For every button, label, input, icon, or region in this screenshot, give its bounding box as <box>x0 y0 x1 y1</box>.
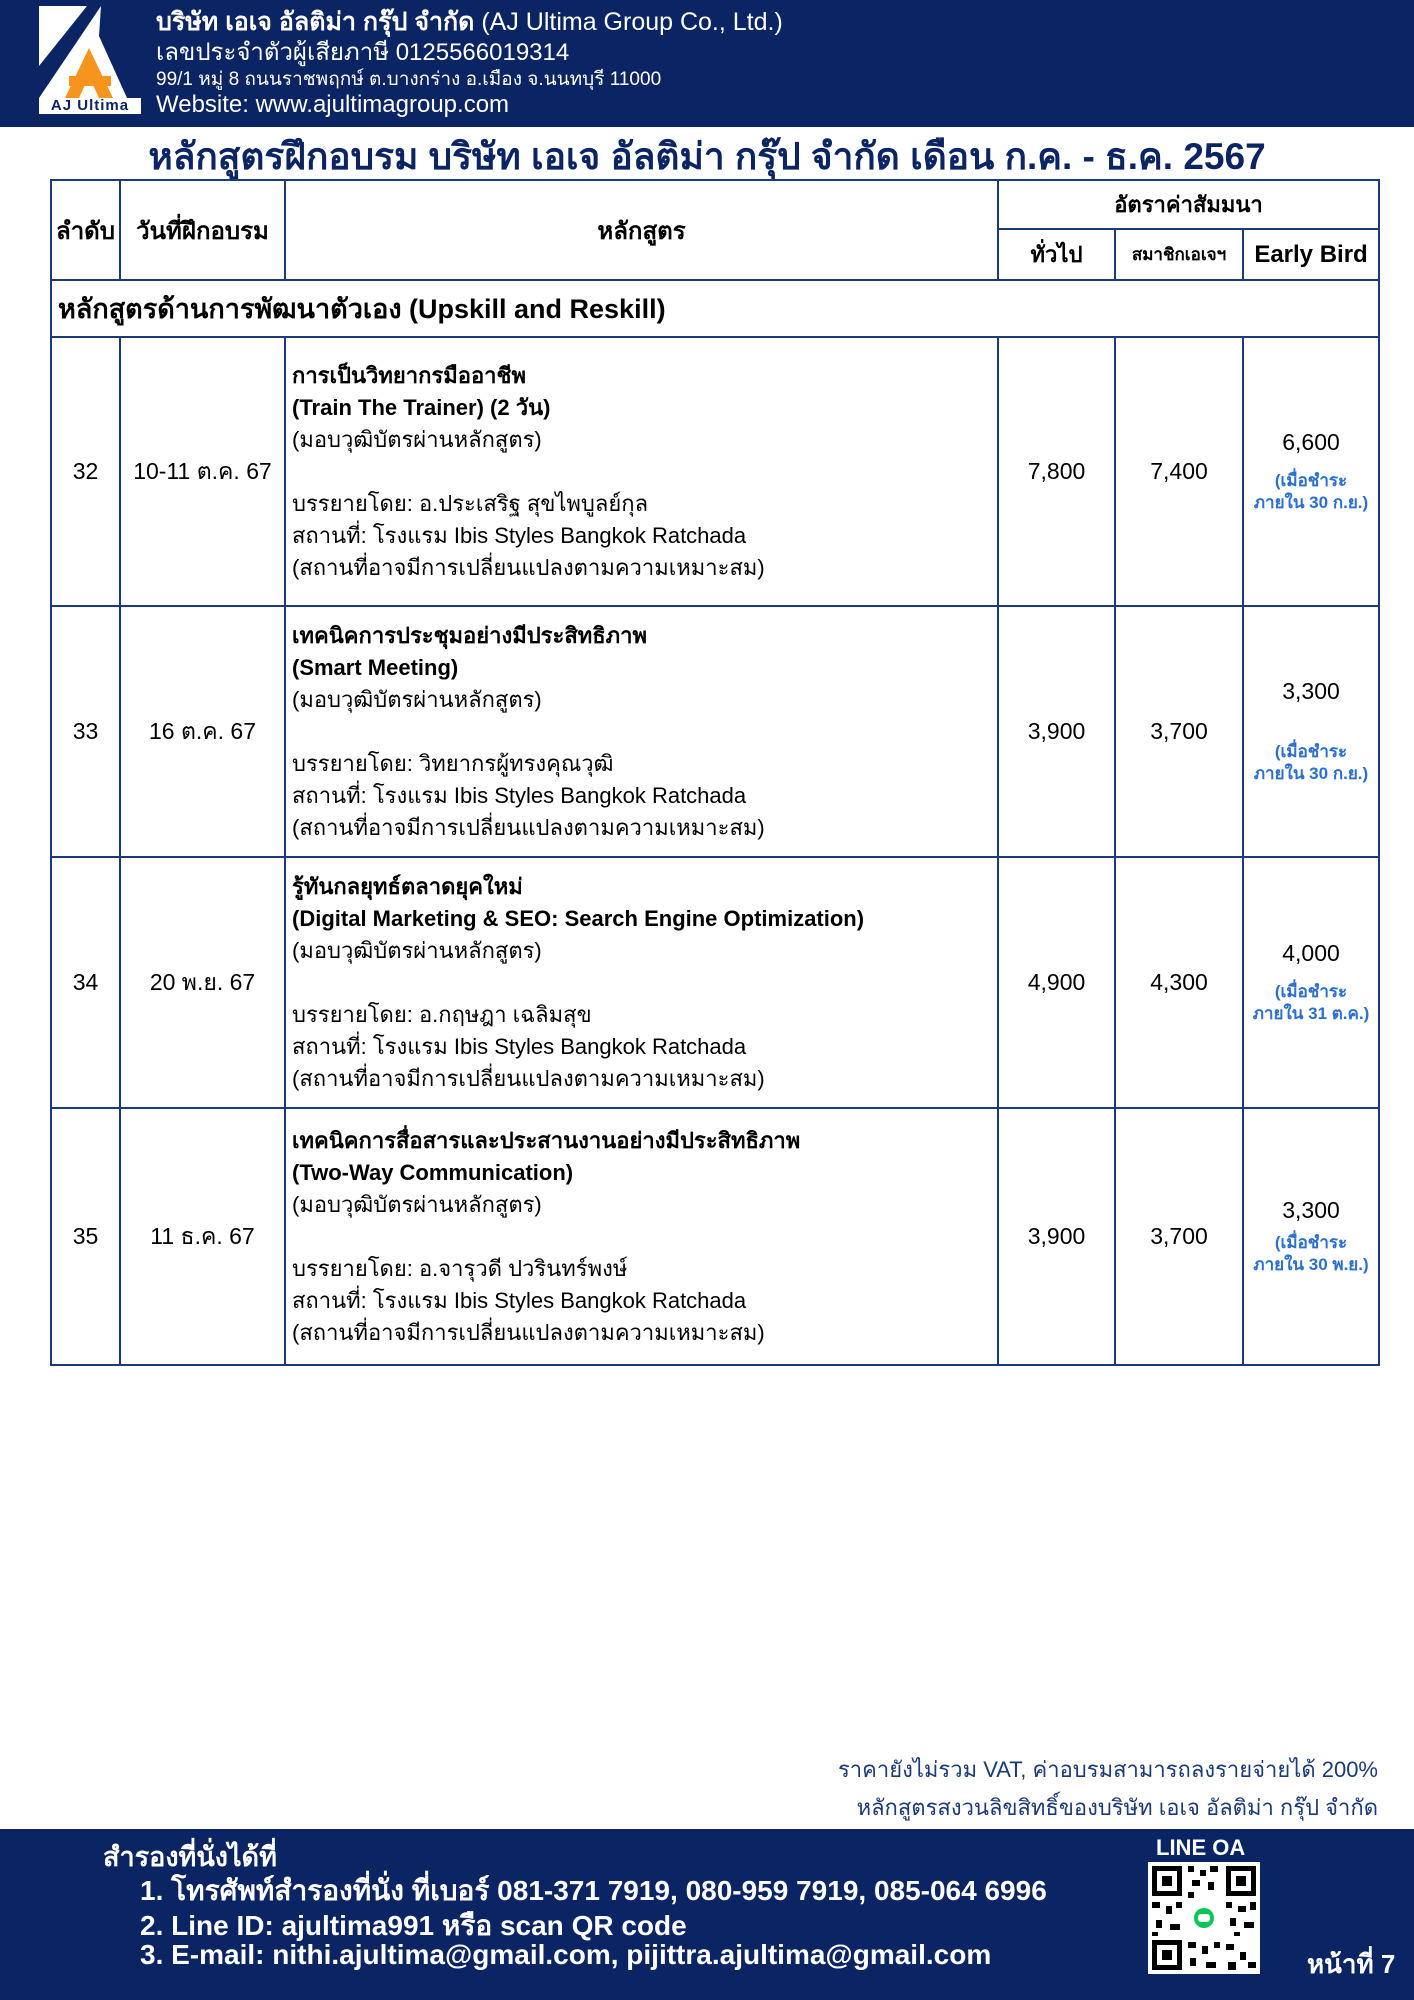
early-bird-deadline <box>1244 1232 1378 1276</box>
vat-note: ราคายังไม่รวม VAT, ค่าอบรมสามารถลงรายจ่ายได้ 200% <box>837 1757 1378 1782</box>
course-number: 35 <box>51 1108 120 1365</box>
price-general: 7,800 <box>998 337 1115 606</box>
copyright-note: หลักสูตรสงวนลิขสิทธิ์ของบริษัท เอเจ อัลติม่า กรุ๊ป จำกัด <box>856 1795 1378 1820</box>
early-bird-note-line1: (เมื่อชำระ <box>1274 471 1348 490</box>
price-general: 3,900 <box>998 1108 1115 1365</box>
course-number: 34 <box>51 857 120 1108</box>
course-lecturer: บรรยายโดย: วิทยากรผู้ทรงคุณวุฒิ <box>292 750 614 776</box>
course-details <box>285 1108 998 1365</box>
price-early-bird-cell <box>1243 1108 1379 1365</box>
price-early-bird-cell <box>1243 606 1379 857</box>
early-bird-note-line1: (เมื่อชำระ <box>1274 1233 1348 1252</box>
price-early-bird-cell <box>1243 857 1379 1108</box>
price-early-bird: 6,600 <box>1282 429 1340 455</box>
price-member: 3,700 <box>1115 606 1243 857</box>
header-rate: อัตราค่าสัมมนา <box>998 180 1379 229</box>
course-lecturer: บรรยายโดย: อ.จารุวดี ปวรินทร์พงษ์ <box>292 1255 628 1281</box>
course-details <box>285 857 998 1108</box>
early-bird-note-line2: ภายใน 30 พ.ย.) <box>1253 1255 1369 1274</box>
table-row <box>51 857 1379 1108</box>
price-early-bird: 3,300 <box>1282 1197 1340 1223</box>
early-bird-deadline <box>1244 981 1378 1025</box>
price-member: 7,400 <box>1115 337 1243 606</box>
venue-note: (สถานที่อาจมีการเปลี่ยนแปลงตามความเหมาะสม) <box>292 1319 765 1345</box>
course-venue: สถานที่: โรงแรม Ibis Styles Bangkok Ratchada <box>292 522 747 548</box>
qr-code-icon <box>1148 1862 1260 1974</box>
header-course: หลักสูตร <box>285 180 998 280</box>
course-title-en: (Digital Marketing & SEO: Search Engine Optimization) <box>292 905 865 931</box>
early-bird-deadline <box>1244 741 1378 785</box>
logo-mark-icon <box>39 6 141 98</box>
booking-title: สำรองที่นั่งได้ที่ <box>103 1842 277 1872</box>
spacer <box>292 456 997 488</box>
company-logo <box>39 6 141 114</box>
price-member: 3,700 <box>1115 1108 1243 1365</box>
company-name-th: บริษัท เอเจ อัลติม่า กรุ๊ป จำกัด <box>156 8 475 36</box>
header-early-bird: Early Bird <box>1243 229 1379 280</box>
venue-note: (สถานที่อาจมีการเปลี่ยนแปลงตามความเหมาะสม) <box>292 554 765 580</box>
table-row <box>51 337 1379 606</box>
early-bird-note-line2: ภายใน 30 ก.ย.) <box>1253 493 1369 512</box>
booking-email: 3. E-mail: nithi.ajultima@gmail.com, pijittra.ajultima@gmail.com <box>140 1939 992 1970</box>
table-row <box>51 606 1379 857</box>
booking-line-id: 2. Line ID: ajultima991 หรือ scan QR code <box>140 1910 687 1941</box>
venue-note: (สถานที่อาจมีการเปลี่ยนแปลงตามความเหมาะสม) <box>292 814 765 840</box>
early-bird-note-line1: (เมื่อชำระ <box>1274 742 1348 761</box>
course-details <box>285 606 998 857</box>
course-title-en: (Train The Trainer) (2 วัน) <box>292 394 551 420</box>
course-table <box>50 179 1380 1366</box>
line-qr-code[interactable] <box>1148 1862 1260 1974</box>
course-date: 16 ต.ค. 67 <box>120 606 285 857</box>
early-bird-deadline <box>1244 470 1378 514</box>
booking-phone: 1. โทรศัพท์สำรองที่นั่ง ที่เบอร์ 081-371 7919, 080-959 7919, 085-064 6996 <box>140 1875 1047 1906</box>
table-row <box>51 1108 1379 1365</box>
company-website: Website: www.ajultimagroup.com <box>156 91 510 118</box>
course-venue: สถานที่: โรงแรม Ibis Styles Bangkok Ratchada <box>292 1033 747 1059</box>
page-number: หน้าที่ 7 <box>1307 1949 1396 1979</box>
header-banner <box>0 0 1414 127</box>
company-name-en: (AJ Ultima Group Co., Ltd.) <box>474 8 783 36</box>
header-no: ลำดับ <box>51 180 120 280</box>
company-info <box>156 6 783 119</box>
course-date: 20 พ.ย. 67 <box>120 857 285 1108</box>
course-venue: สถานที่: โรงแรม Ibis Styles Bangkok Ratchada <box>292 1287 747 1313</box>
price-general: 3,900 <box>998 606 1115 857</box>
course-date: 10-11 ต.ค. 67 <box>120 337 285 606</box>
logo-text: AJ Ultima <box>50 97 130 114</box>
price-early-bird: 3,300 <box>1282 678 1340 704</box>
price-member: 4,300 <box>1115 857 1243 1108</box>
price-general: 4,900 <box>998 857 1115 1108</box>
course-title-th: รู้ทันกลยุทธ์ตลาดยุคใหม่ <box>292 873 523 899</box>
early-bird-note-line2: ภายใน 31 ต.ค.) <box>1252 1004 1370 1023</box>
header-date: วันที่ฝึกอบรม <box>120 180 285 280</box>
header-general: ทั่วไป <box>998 229 1115 280</box>
footer-banner <box>0 1829 1414 2000</box>
course-details <box>285 337 998 606</box>
course-title-en: (Two-Way Communication) <box>292 1159 574 1185</box>
course-certificate: (มอบวุฒิบัตรผ่านหลักสูตร) <box>292 686 542 712</box>
page-title: หลักสูตรฝึกอบรม บริษัท เอเจ อัลติม่า กรุ๊ป จำกัด เดือน ก.ค. - ธ.ค. 2567 <box>148 136 1266 177</box>
spacer <box>292 1221 997 1253</box>
course-number: 32 <box>51 337 120 606</box>
course-venue: สถานที่: โรงแรม Ibis Styles Bangkok Ratchada <box>292 782 747 808</box>
early-bird-note-line2: ภายใน 30 ก.ย.) <box>1253 764 1369 783</box>
course-title-en: (Smart Meeting) <box>292 654 459 680</box>
price-early-bird: 4,000 <box>1282 940 1340 966</box>
course-certificate: (มอบวุฒิบัตรผ่านหลักสูตร) <box>292 426 542 452</box>
course-title-th: เทคนิคการประชุมอย่างมีประสิทธิภาพ <box>292 622 648 648</box>
company-name <box>156 6 783 38</box>
course-number: 33 <box>51 606 120 857</box>
venue-note: (สถานที่อาจมีการเปลี่ยนแปลงตามความเหมาะสม) <box>292 1065 765 1091</box>
company-address: 99/1 หมู่ 8 ถนนราชพฤกษ์ ต.บางกร่าง อ.เมือง จ.นนทบุรี 11000 <box>156 69 662 90</box>
course-title-th: การเป็นวิทยากรมืออาชีพ <box>292 362 526 388</box>
tax-id: เลขประจำตัวผู้เสียภาษี 0125566019314 <box>156 39 570 66</box>
course-lecturer: บรรยายโดย: อ.ประเสริฐ สุขไพบูลย์กุล <box>292 490 649 516</box>
line-oa-label: LINE OA <box>1156 1835 1246 1860</box>
spacer <box>292 967 997 999</box>
early-bird-note-line1: (เมื่อชำระ <box>1274 982 1348 1001</box>
section-title: หลักสูตรด้านการพัฒนาตัวเอง (Upskill and Reskill) <box>51 280 1379 337</box>
course-lecturer: บรรยายโดย: อ.กฤษฎา เฉลิมสุข <box>292 1001 592 1027</box>
course-certificate: (มอบวุฒิบัตรผ่านหลักสูตร) <box>292 937 542 963</box>
course-title-th: เทคนิคการสื่อสารและประสานงานอย่างมีประสิทธิภาพ <box>292 1127 801 1153</box>
price-early-bird-cell <box>1243 337 1379 606</box>
course-certificate: (มอบวุฒิบัตรผ่านหลักสูตร) <box>292 1191 542 1217</box>
course-date: 11 ธ.ค. 67 <box>120 1108 285 1365</box>
header-member: สมาชิกเอเจฯ <box>1115 229 1243 280</box>
spacer <box>292 716 997 748</box>
